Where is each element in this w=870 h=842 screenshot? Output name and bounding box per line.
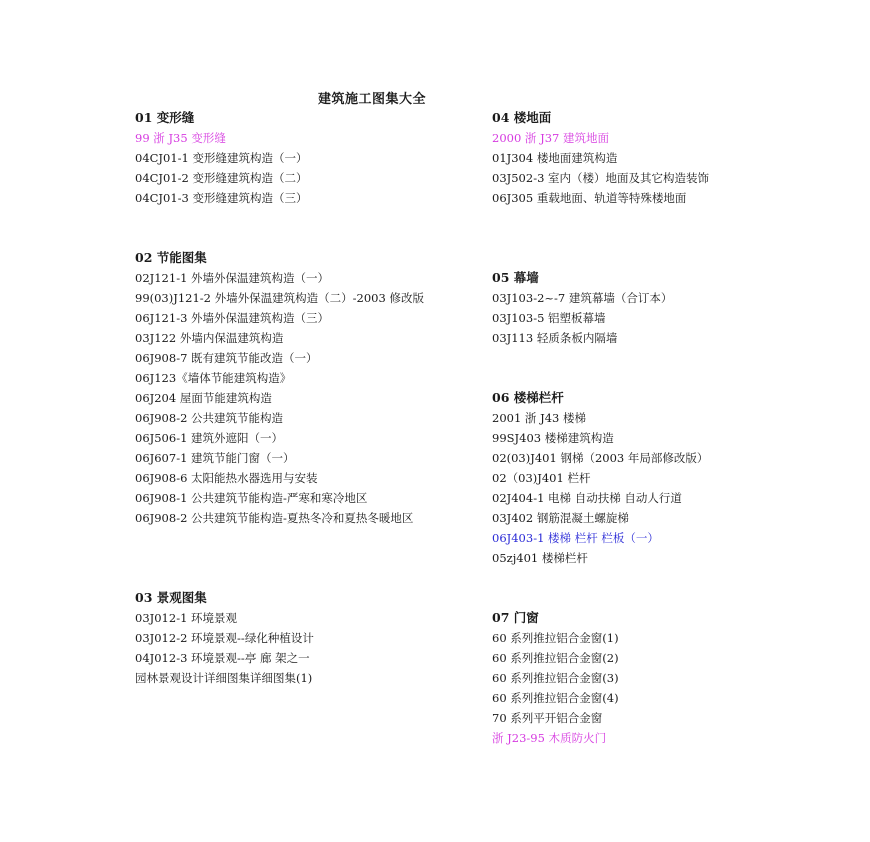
section-03 [135,588,465,688]
list-item: 04CJ01-2 变形缝建筑构造（二） [135,171,308,185]
section-heading: 05 幕墙 [492,270,539,285]
list-item: 04CJ01-1 变形缝建筑构造（一） [135,151,308,165]
list-item: 03J502-3 室内（楼）地面及其它构造装饰 [492,171,710,185]
list-item: 60 系列推拉铝合金窗(3) [492,671,619,685]
list-item: 2000 浙 J37 建筑地面 [492,131,609,145]
list-item: 70 系列平开铝合金窗 [492,711,603,725]
list-item: 04J012-3 环境景观--亭 廊 架之一 [135,651,310,665]
list-item: 99SJ403 楼梯建筑构造 [492,431,614,445]
section-02 [135,248,465,528]
list-item: 03J113 轻质条板内隔墙 [492,331,618,345]
list-item: 03J122 外墙内保温建筑构造 [135,331,284,345]
section-heading: 06 楼梯栏杆 [492,390,564,405]
section-heading: 07 门窗 [492,610,539,625]
list-item: 03J012-2 环境景观--绿化种植设计 [135,631,314,645]
list-item: 01J304 楼地面建筑构造 [492,151,618,165]
section-07 [492,608,792,748]
list-item: 03J103-5 铝塑板幕墙 [492,311,606,325]
section-01 [135,108,465,208]
list-item: 05zj401 楼梯栏杆 [492,551,588,565]
section-05 [492,268,792,348]
list-item: 06J403-1 楼梯 栏杆 栏板（一） [492,531,659,545]
list-item: 06J908-1 公共建筑节能构造-严寒和寒冷地区 [135,491,368,505]
list-item: 2001 浙 J43 楼梯 [492,411,586,425]
list-item: 99(03)J121-2 外墙外保温建筑构造（二）-2003 修改版 [135,291,424,305]
right-column [492,108,792,748]
left-column [135,108,465,688]
list-item: 04CJ01-3 变形缝建筑构造（三） [135,191,308,205]
list-item: 03J402 钢筋混凝土螺旋梯 [492,511,629,525]
section-heading: 02 节能图集 [135,250,207,265]
list-item: 06J908-2 公共建筑节能构造-夏热冬冷和夏热冬暖地区 [135,511,414,525]
list-item: 60 系列推拉铝合金窗(1) [492,631,619,645]
list-item: 06J123《墙体节能建筑构造》 [135,371,292,385]
list-item: 06J121-3 外墙外保温建筑构造（三） [135,311,330,325]
list-item: 06J305 重载地面、轨道等特殊楼地面 [492,191,687,205]
list-item: 06J607-1 建筑节能门窗（一） [135,451,295,465]
section-heading: 03 景观图集 [135,590,207,605]
list-item: 06J204 屋面节能建筑构造 [135,391,272,405]
list-item: 02(03)J401 钢梯（2003 年局部修改版） [492,451,709,465]
list-item: 06J908-2 公共建筑节能构造 [135,411,284,425]
list-item: 02J121-1 外墙外保温建筑构造（一） [135,271,330,285]
list-item: 园林景观设计详细图集详细图集(1) [135,671,313,685]
document-title: 建筑施工图集大全 [318,92,427,107]
list-item: 60 系列推拉铝合金窗(4) [492,691,619,705]
list-item: 60 系列推拉铝合金窗(2) [492,651,619,665]
list-item: 99 浙 J35 变形缝 [135,131,226,145]
list-item: 02J404-1 电梯 自动扶梯 自动人行道 [492,491,682,505]
section-heading: 04 楼地面 [492,110,552,125]
list-item: 06J908-6 太阳能热水器选用与安装 [135,471,318,485]
list-item: 06J908-7 既有建筑节能改造（一） [135,351,318,365]
list-item: 06J506-1 建筑外遮阳（一） [135,431,284,445]
list-item: 02（03)J401 栏杆 [492,471,591,485]
list-item: 浙 J23-95 木质防火门 [492,731,607,745]
section-04 [492,108,792,208]
list-item: 03J012-1 环境景观 [135,611,238,625]
section-heading: 01 变形缝 [135,110,195,125]
list-item: 03J103-2~-7 建筑幕墙（合订本） [492,291,673,305]
section-06 [492,388,792,568]
